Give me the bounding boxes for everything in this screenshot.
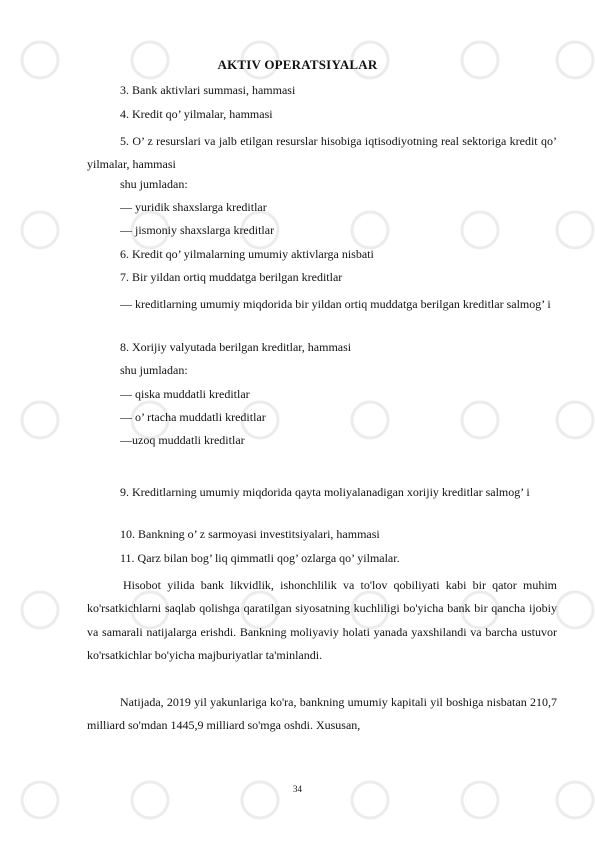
page-title: AKTIV OPERATSIYALAR	[217, 57, 378, 72]
paragraph-hisobot: Hisobot yilida bank likvidlik, ishonchlilik va to'lov qobiliyati kabi bir qator muhim ko'rsatkichlarni saqlab qolishga qaratilgan siyosatning kuchliligi bo'yicha bank bir qancha ijobiy va samarali natijalarga erishdi. Bankning moliyaviy holati yanada yaxshilandi va barcha ustuvor ko'rsatkichlar bo'yicha majburiyatlar ta'minlandi.	[87, 578, 557, 662]
list-item: 3. Bank aktivlari summasi, hammasi	[120, 83, 296, 97]
list-item: shu jumladan:	[120, 177, 188, 191]
list-item: 6. Kredit qo’ yilmalarning umumiy aktivlarga nisbati	[120, 247, 374, 261]
list-item: — yuridik shaxslarga kreditlar	[120, 200, 267, 214]
list-item: 7. Bir yildan ortiq muddatga berilgan kreditlar	[120, 270, 343, 284]
list-item: 11. Qarz bilan bog’ liq qimmatli qog’ ozlarga qo’ yilmalar.	[120, 551, 400, 565]
list-item: — o’ rtacha muddatli kreditlar	[120, 410, 266, 424]
list-item: 4. Kredit qo’ yilmalar, hammasi	[120, 107, 273, 121]
page-number: 34	[293, 784, 302, 794]
list-item: 10. Bankning o’ z sarmoyasi investitsiyalari, hammasi	[120, 527, 380, 541]
paragraph-natijada: Natijada, 2019 yil yakunlariga ko'ra, bankning umumiy kapitali yil boshiga nisbatan 210,7 milliard so'mdan 1445,9 milliard so'mga oshdi. Xususan,	[87, 695, 557, 733]
list-item: —uzoq muddatli kreditlar	[120, 433, 245, 447]
list-item: shu jumladan:	[120, 363, 188, 377]
paragraph-item-9: 9. Kreditlarning umumiy miqdorida qayta moliyalanadigan xorijiy kreditlar salmog’ i	[120, 485, 530, 499]
list-item: — qiska muddatli kreditlar	[120, 387, 250, 401]
list-item: 8. Xorijiy valyutada berilgan kreditlar, hammasi	[120, 340, 352, 354]
paragraph-item-5: 5. O’ z resurslari va jalb etilgan resurslar hisobiga iqtisodiyotning real sektoriga kredit qo’ yilmalar, hammasi	[87, 134, 557, 172]
list-item: — jismoniy shaxslarga kreditlar	[120, 223, 275, 237]
paragraph-dash-share: — kreditlarning umumiy miqdorida bir yildan ortiq muddatga berilgan kreditlar salmog’ i	[120, 297, 551, 311]
